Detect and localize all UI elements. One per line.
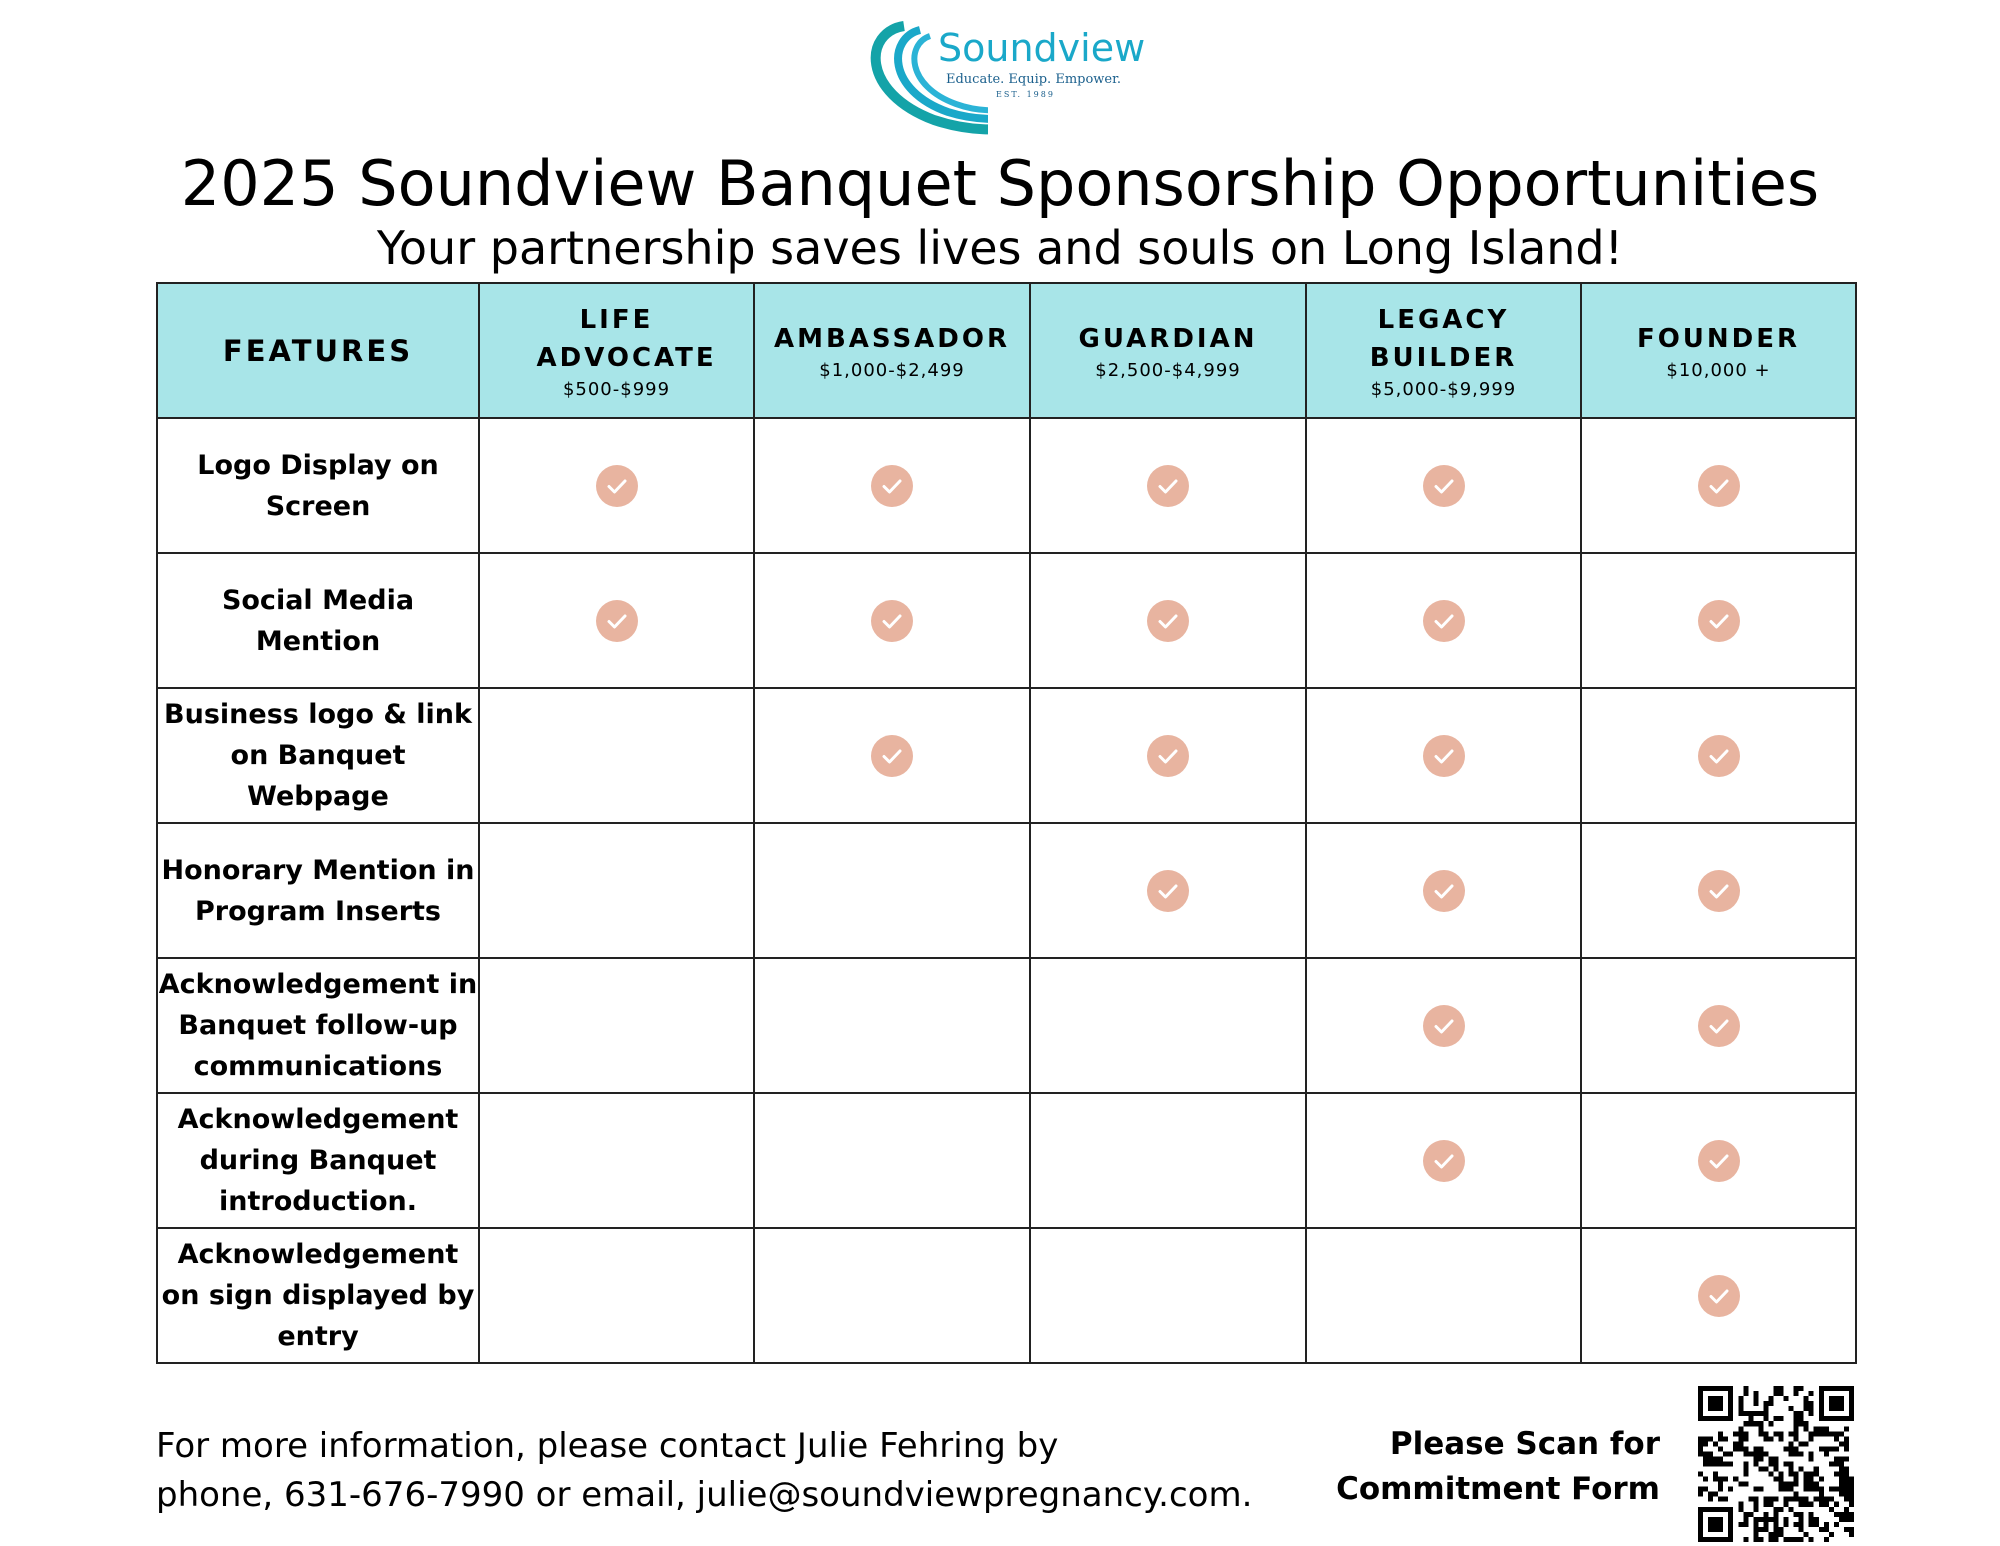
tier-header-life-advocate — [479, 283, 754, 418]
checkmark-icon — [1423, 1140, 1465, 1182]
tier-cell — [1581, 688, 1856, 823]
tier-price: $1,000-$2,499 — [819, 360, 965, 381]
tier-cell — [754, 553, 1030, 688]
tier-header-legacy-builder — [1306, 283, 1581, 418]
tier-cell — [479, 553, 754, 688]
table-row — [157, 688, 1856, 823]
checkmark-icon — [1423, 735, 1465, 777]
feature-label: Logo Display on Screen — [157, 418, 479, 553]
feature-label: Acknowledgement during Banquet introduction. — [157, 1093, 479, 1228]
checkmark-icon — [1423, 600, 1465, 642]
scan-line-2: Commitment Form — [1336, 1471, 1660, 1507]
tier-cell — [754, 688, 1030, 823]
tier-name: FOUNDER — [1636, 324, 1801, 354]
tier-cell — [1581, 418, 1856, 553]
checkmark-icon — [1423, 870, 1465, 912]
tier-cell — [754, 1228, 1030, 1363]
checkmark-icon — [1698, 735, 1740, 777]
checkmark-icon — [1423, 465, 1465, 507]
table-row — [157, 418, 1856, 553]
tier-name: LEGACY BUILDER — [1369, 305, 1518, 373]
scan-line-1: Please Scan for — [1389, 1426, 1660, 1462]
tier-name: LIFE ADVOCATE — [536, 305, 717, 373]
tier-price: $5,000-$9,999 — [1370, 379, 1517, 400]
tier-name: AMBASSADOR — [773, 324, 1011, 354]
logo-wordmark: Soundview — [938, 26, 1146, 70]
tier-header-founder — [1581, 283, 1856, 418]
checkmark-icon — [1698, 1005, 1740, 1047]
tier-cell — [1581, 823, 1856, 958]
tier-cell — [754, 823, 1030, 958]
checkmark-icon — [871, 600, 913, 642]
tier-cell — [479, 1093, 754, 1228]
feature-label: Acknowledgement on sign displayed by entry — [157, 1228, 479, 1363]
checkmark-icon — [1698, 1275, 1740, 1317]
tier-price: $2,500-$4,999 — [1095, 360, 1241, 381]
tier-cell — [479, 418, 754, 553]
tier-cell — [1581, 1093, 1856, 1228]
checkmark-icon — [596, 465, 638, 507]
logo-established: EST. 1989 — [996, 90, 1055, 99]
table-row — [157, 1228, 1856, 1363]
contact-info — [156, 1422, 1252, 1520]
feature-label: Honorary Mention in Program Inserts — [157, 823, 479, 958]
tier-cell — [754, 1093, 1030, 1228]
checkmark-icon — [1698, 600, 1740, 642]
page-subtitle: Your partnership saves lives and souls on Long Island! — [376, 221, 1624, 275]
tier-price: $10,000 + — [1666, 360, 1771, 381]
checkmark-icon — [1147, 465, 1189, 507]
checkmark-icon — [1698, 870, 1740, 912]
tier-cell — [754, 958, 1030, 1093]
feature-label: Social Media Mention — [157, 553, 479, 688]
table-row — [157, 958, 1856, 1093]
tier-cell — [1030, 1093, 1306, 1228]
feature-label: Business logo & link on Banquet Webpage — [157, 688, 479, 823]
table-header-row — [157, 283, 1856, 418]
features-header: FEATURES — [157, 283, 479, 418]
table-row — [157, 553, 1856, 688]
tier-cell — [1306, 1093, 1581, 1228]
tier-cell — [1030, 553, 1306, 688]
tier-cell — [479, 1228, 754, 1363]
tier-cell — [1306, 1228, 1581, 1363]
tier-cell — [1030, 823, 1306, 958]
tier-price: $500-$999 — [562, 379, 671, 400]
contact-line-1: For more information, please contact Julie Fehring by — [156, 1426, 1059, 1466]
table-row — [157, 823, 1856, 958]
checkmark-icon — [1698, 1140, 1740, 1182]
checkmark-icon — [871, 735, 913, 777]
tier-cell — [479, 688, 754, 823]
tier-header-ambassador — [754, 283, 1030, 418]
tier-cell — [1030, 958, 1306, 1093]
qr-code-icon[interactable] — [1698, 1386, 1854, 1542]
tier-cell — [1581, 1228, 1856, 1363]
tier-cell — [1030, 1228, 1306, 1363]
tier-name: GUARDIAN — [1078, 324, 1258, 354]
tier-cell — [479, 823, 754, 958]
contact-line-2: phone, 631-676-7990 or email, julie@soundviewpregnancy.com. — [156, 1475, 1253, 1515]
scan-prompt — [1330, 1422, 1660, 1512]
page-title: 2025 Soundview Banquet Sponsorship Opportunities — [180, 147, 1820, 220]
tier-cell — [1306, 553, 1581, 688]
feature-label: Acknowledgement in Banquet follow-up communications — [157, 958, 479, 1093]
checkmark-icon — [1147, 870, 1189, 912]
tier-cell — [1306, 418, 1581, 553]
checkmark-icon — [1423, 1005, 1465, 1047]
tier-cell — [1030, 418, 1306, 553]
checkmark-icon — [1147, 735, 1189, 777]
tier-cell — [1030, 688, 1306, 823]
logo-tagline: Educate. Equip. Empower. — [946, 72, 1122, 87]
checkmark-icon — [1147, 600, 1189, 642]
tier-cell — [1581, 958, 1856, 1093]
tier-cell — [1306, 688, 1581, 823]
checkmark-icon — [871, 465, 913, 507]
tier-cell — [1306, 958, 1581, 1093]
soundview-logo — [868, 20, 1148, 138]
checkmark-icon — [596, 600, 638, 642]
checkmark-icon — [1698, 465, 1740, 507]
tier-cell — [1581, 553, 1856, 688]
sponsorship-table — [156, 282, 1857, 1364]
table-row — [157, 1093, 1856, 1228]
tier-header-guardian — [1030, 283, 1306, 418]
tier-cell — [1306, 823, 1581, 958]
tier-cell — [754, 418, 1030, 553]
tier-cell — [479, 958, 754, 1093]
